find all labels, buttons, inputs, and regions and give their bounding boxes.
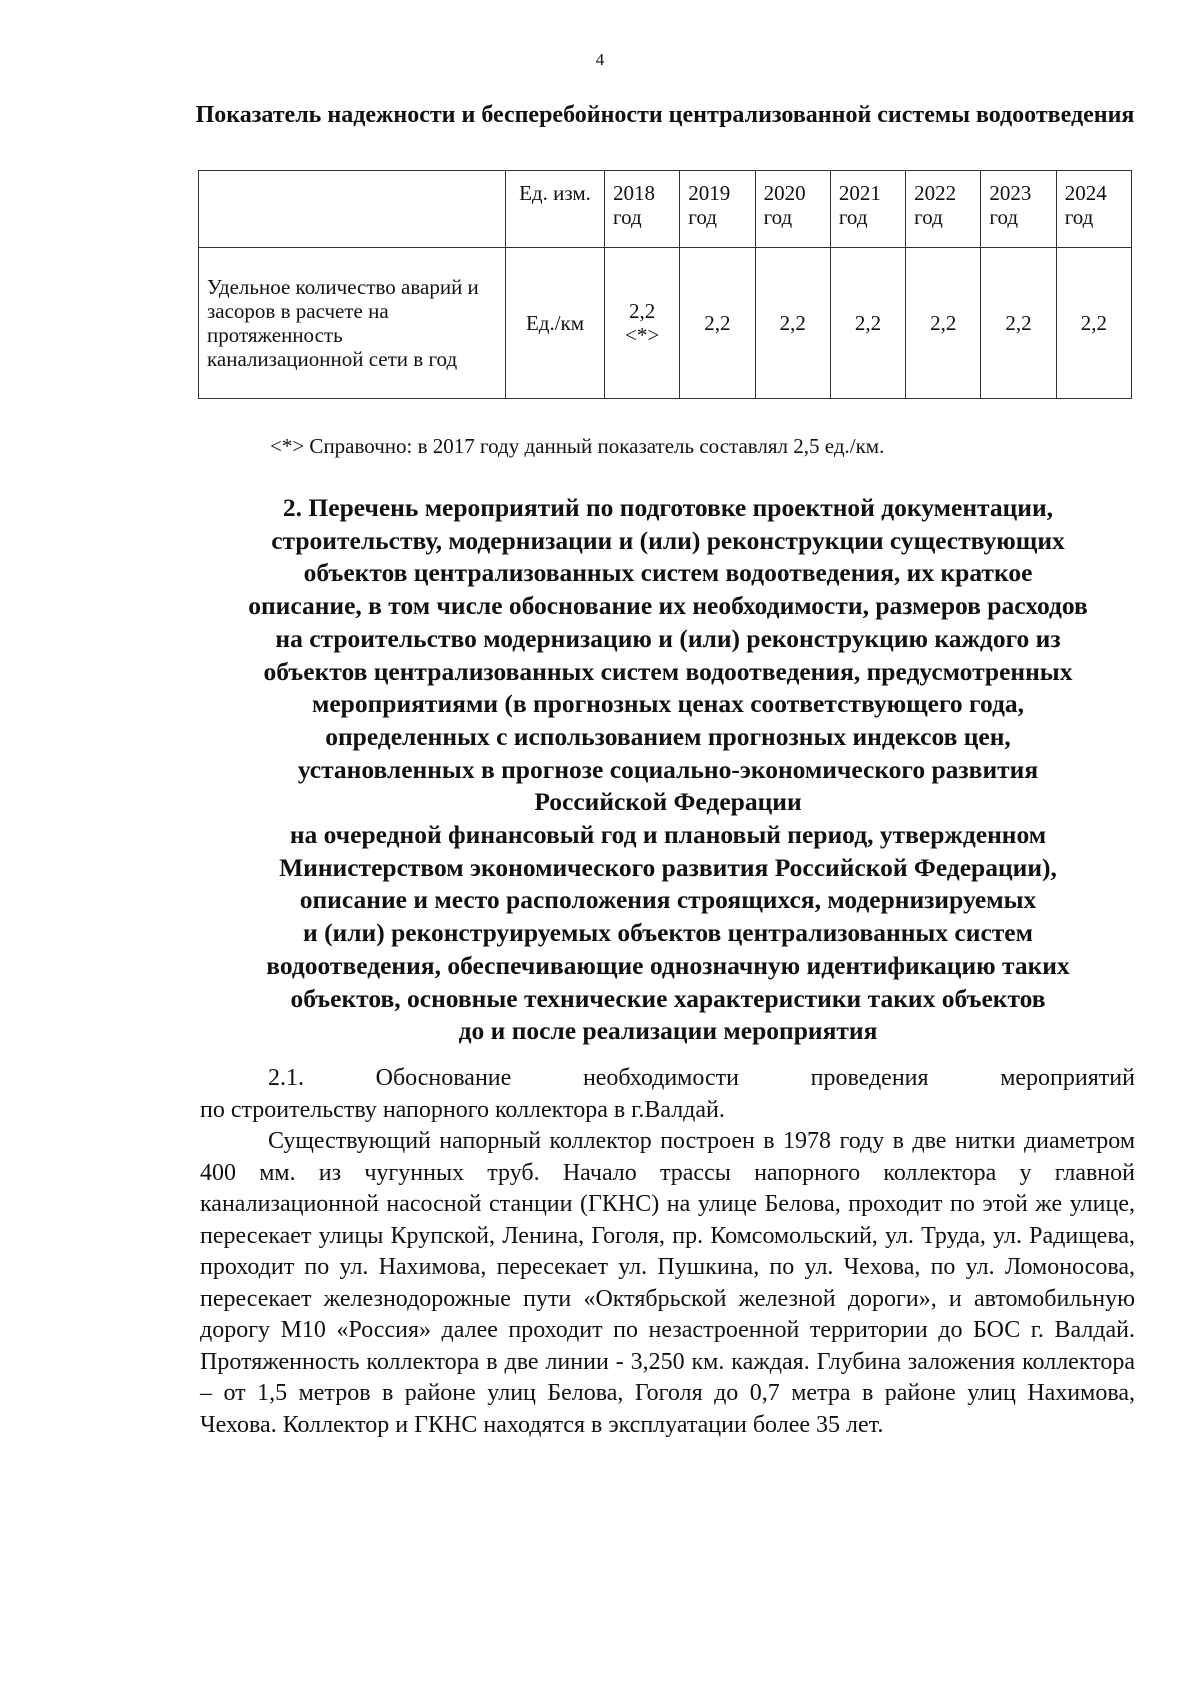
heading-line: описание и место расположения строящихся, модернизируемых <box>299 885 1037 915</box>
heading-line: водоотведения, обеспечивающие однозначную идентификацию таких <box>266 950 1070 980</box>
value-2020: 2,2 <box>755 248 830 399</box>
value-2023: 2,2 <box>981 248 1056 399</box>
paragraph-2-1-word: необходимости <box>582 1065 739 1091</box>
table-header-row <box>199 171 1132 248</box>
heading-line: объектов, основные технические характеристики таких объектов <box>290 983 1046 1013</box>
header-year-2018: 2018 год <box>605 171 680 248</box>
header-year-2021: 2021 год <box>830 171 905 248</box>
heading-line: на очередной финансовый год и плановый период, утвержденном <box>289 820 1047 850</box>
heading-line: установленных в прогнозе социально-экономического развития <box>297 754 1039 784</box>
heading-line: до и после реализации мероприятия <box>458 1016 878 1046</box>
heading-line: Российской Федерации <box>534 787 802 817</box>
header-unit-cell: Ед. изм. <box>506 171 605 248</box>
value-2021: 2,2 <box>830 248 905 399</box>
heading-line: объектов централизованных систем водоотведения, предусмотренных <box>263 656 1073 686</box>
header-year-2024: 2024 год <box>1056 171 1131 248</box>
value-2018: 2,2 <box>629 299 656 323</box>
heading-line: объектов централизованных систем водоотведения, их краткое <box>303 558 1033 588</box>
section-heading <box>198 492 1138 1048</box>
paragraph-2-1-word: Обоснование <box>375 1065 512 1091</box>
indicator-unit-cell: Ед./км <box>506 248 605 399</box>
header-year-2022: 2022 год <box>906 171 981 248</box>
paragraph-2-1 <box>200 1063 1135 1126</box>
heading-line: 2. Перечень мероприятий по подготовке проектной документации, <box>282 493 1054 522</box>
value-2018-footnote-marker: <*> <box>625 323 660 347</box>
heading-line: и (или) реконструируемых объектов централизованных систем <box>303 918 1033 948</box>
heading-line: на строительство модернизацию и (или) реконструкцию каждого из <box>275 623 1061 653</box>
heading-line: Министерством экономического развития Российской Федерации), <box>279 852 1057 882</box>
indicator-table <box>198 170 1132 399</box>
paragraph-2-1-word: проведения <box>810 1065 929 1091</box>
page-number: 4 <box>595 50 605 69</box>
paragraph-2-1-first-line <box>200 1063 1135 1095</box>
table-row <box>199 248 1132 399</box>
heading-line: описание, в том числе обоснование их необходимости, размеров расходов <box>248 591 1088 621</box>
heading-line: определенных с использованием прогнозных индексов цен, <box>325 721 1011 751</box>
paragraph-2-1-word: мероприятий <box>1000 1065 1135 1091</box>
header-year-2019: 2019 год <box>680 171 755 248</box>
paragraph-2-1-rest: по строительству напорного коллектора в г.Валдай. <box>200 1096 725 1123</box>
indicator-name-cell: Удельное количество аварий и засоров в расчете на протяженность канализационной сети в год <box>199 248 506 399</box>
heading-line: мероприятиями (в прогнозных ценах соответствующего года, <box>311 689 1025 719</box>
value-2022: 2,2 <box>906 248 981 399</box>
value-2019: 2,2 <box>680 248 755 399</box>
footnote: <*> Справочно: в 2017 году данный показатель составлял 2,5 ед./км. <box>270 434 885 458</box>
table-title: Показатель надежности и бесперебойности централизованной системы водоотведения <box>195 102 1135 128</box>
value-2024: 2,2 <box>1056 248 1131 399</box>
header-name-cell <box>199 171 506 248</box>
body-paragraph: Существующий напорный коллектор построен в 1978 году в две нитки диаметром 400 мм. из чугунных труб. Начало трассы напорного коллектора у главной канализационной насосной станции (ГКНС) на улице Белова, проходит по этой же улице, пересекает улицы Крупской, Ленина, Гоголя, пр. Комсомольский, ул. Труда, ул. Радищева, проходит по ул. Нахимова, пересекает ул. Пушкина, по ул. Чехова, по ул. Ломоносова, пересекает железнодорожные пути «Октябрьской железной дороги», и автомобильную дорогу М10 «Россия» далее проходит по незастроенной территории до БОС г. Валдай. Протяженность коллектора в две линии - 3,250 км. каждая. Глубина заложения коллектора – от 1,5 метров в районе улиц Белова, Гоголя до 0,7 метра в районе улиц Нахимова, Чехова. Коллектор и ГКНС находятся в эксплуатации более 35 лет. <box>200 1128 1135 1438</box>
header-year-2020: 2020 год <box>755 171 830 248</box>
paragraph-2-1-word: 2.1. <box>268 1065 304 1091</box>
header-year-2023: 2023 год <box>981 171 1056 248</box>
value-2018-cell <box>605 248 680 399</box>
heading-line: строительству, модернизации и (или) реконструкции существующих <box>271 525 1065 555</box>
